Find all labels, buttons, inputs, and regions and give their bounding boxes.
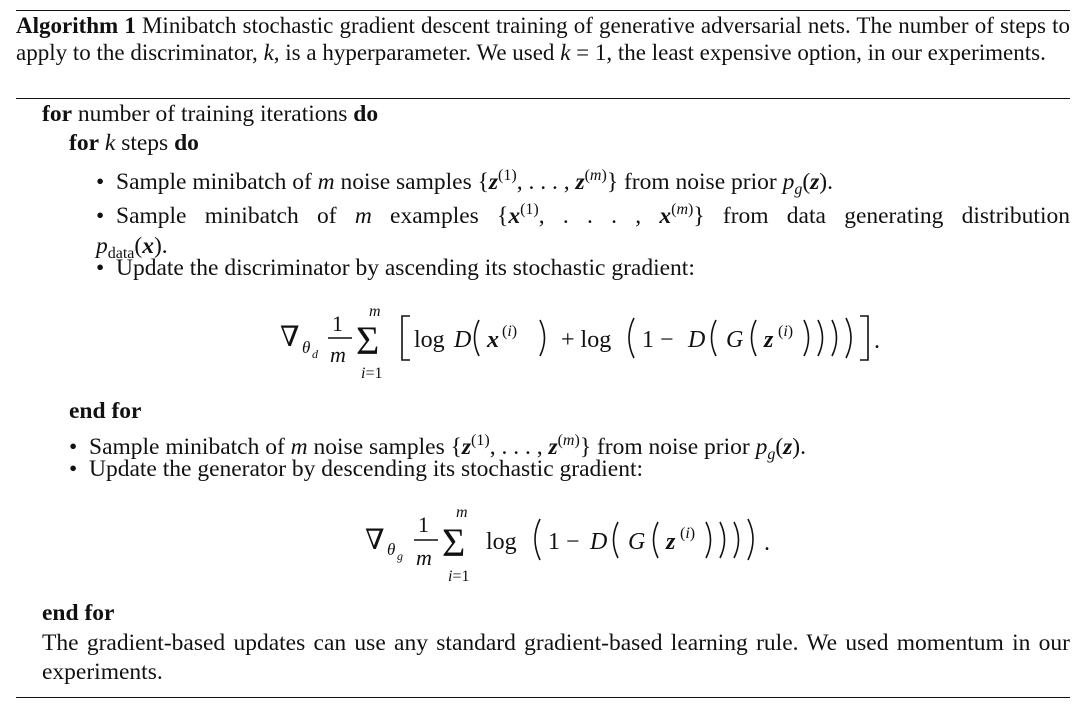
bullet-icon: • xyxy=(96,169,105,195)
svg-text:D: D xyxy=(590,529,608,555)
inner-step-update-discriminator: • Update the discriminator by ascending its stochastic gradient: xyxy=(96,255,695,281)
footer-note: The gradient-based updates can use any standard gradient-based learning rule. We used momentum in our experiments. xyxy=(42,630,1070,685)
svg-text:∇: ∇ xyxy=(365,525,385,556)
caption-text: Minibatch stochastic gradient descent training of generative adversarial nets. The number of steps to apply to the discriminator, k, is a hyperparameter. We used k = 1, the least expensive option, in our experiments. xyxy=(16,13,1070,65)
svg-text:(i): (i) xyxy=(680,525,696,542)
svg-text:+ log: + log xyxy=(561,327,612,353)
inner-step-sample-examples: • Sample minibatch of m examples {$x^{(1)}$, . . . , $x^{(m)}$} from data generating distribution $p_{data}(x)$. xyxy=(96,201,1070,262)
keyword-do: do xyxy=(353,101,379,127)
svg-text:g: g xyxy=(397,549,403,563)
svg-text:G: G xyxy=(726,327,744,353)
bullet-icon: • xyxy=(69,456,78,482)
outer-end-for: end for xyxy=(42,600,115,626)
svg-text:.: . xyxy=(874,328,880,354)
svg-text:D: D xyxy=(454,327,472,353)
svg-text:1 −: 1 − xyxy=(548,529,580,555)
caption-rule xyxy=(16,98,1070,99)
svg-text:θ: θ xyxy=(302,338,311,357)
svg-text:x: x xyxy=(487,327,499,353)
keyword-do: do xyxy=(174,130,199,156)
bottom-rule xyxy=(16,697,1070,698)
svg-text:Σ: Σ xyxy=(356,318,380,363)
svg-text:(i): (i) xyxy=(502,323,518,340)
svg-text:∇: ∇ xyxy=(280,322,300,353)
generator-gradient-formula xyxy=(0,497,1090,587)
bullet-icon: • xyxy=(69,434,78,460)
algorithm-caption xyxy=(16,12,1070,66)
inner-end-for: end for xyxy=(69,398,142,424)
keyword-for: for xyxy=(69,130,100,156)
inner-step-sample-noise: • Sample minibatch of m noise samples {$z^{(1)}$, . . . , $z^{(m)}$} from noise prior $p_g(z)$. xyxy=(96,167,833,198)
top-rule xyxy=(16,10,1070,11)
svg-text:(i): (i) xyxy=(778,323,794,340)
svg-text:i=1: i=1 xyxy=(361,365,383,382)
svg-text:m: m xyxy=(416,545,432,570)
svg-text:Σ: Σ xyxy=(442,520,466,565)
outer-for-line xyxy=(42,100,378,129)
svg-text:1: 1 xyxy=(332,311,343,336)
var-k: k xyxy=(104,130,116,156)
algorithm-label: Algorithm 1 xyxy=(16,13,136,38)
bullet-icon: • xyxy=(96,203,105,229)
svg-text:.: . xyxy=(764,530,770,556)
svg-text:i=1: i=1 xyxy=(448,568,470,585)
svg-text:θ: θ xyxy=(387,540,396,559)
svg-text:1: 1 xyxy=(418,512,429,537)
discriminator-gradient-formula xyxy=(0,298,1090,388)
svg-text:m: m xyxy=(369,303,381,320)
inner-for-line xyxy=(69,129,199,158)
svg-text:log: log xyxy=(414,327,445,353)
svg-text:1 −: 1 − xyxy=(642,327,674,353)
svg-text:m: m xyxy=(456,504,468,521)
outer-for-text: number of training iterations xyxy=(77,101,348,127)
outer-step-update-generator: • Update the generator by descending its stochastic gradient: xyxy=(69,456,644,482)
svg-text:z: z xyxy=(764,327,774,353)
keyword-for: for xyxy=(42,101,73,127)
inner-for-text: steps xyxy=(121,130,169,156)
outer-step-sample-noise: • Sample minibatch of m noise samples {$z^{(1)}$, . . . , $z^{(m)}$} from noise prior $p_g(z)$. xyxy=(69,432,806,463)
svg-text:log: log xyxy=(486,529,517,555)
bullet-icon: • xyxy=(96,255,105,281)
svg-text:D: D xyxy=(688,327,706,353)
svg-text:G: G xyxy=(628,529,646,555)
svg-text:d: d xyxy=(312,347,318,361)
svg-text:z: z xyxy=(666,529,676,555)
svg-text:m: m xyxy=(330,342,346,367)
